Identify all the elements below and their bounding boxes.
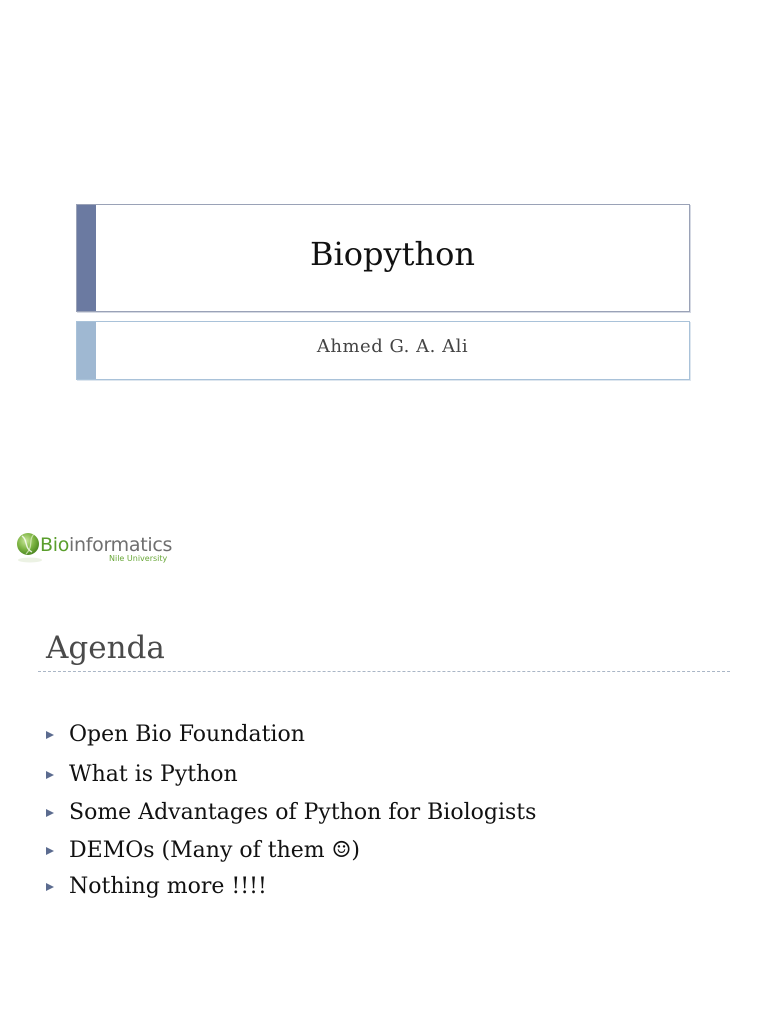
- logo-suffix: informatics: [69, 534, 173, 556]
- agenda-slide: [0, 512, 768, 1024]
- list-item-text: Open Bio Foundation: [69, 722, 305, 747]
- bullet-arrow-icon: [46, 809, 54, 817]
- bullet-arrow-icon: [46, 847, 54, 855]
- bullet-arrow-icon: [46, 771, 54, 779]
- agenda-heading: Agenda: [46, 630, 165, 666]
- bullet-arrow-icon: [46, 731, 54, 739]
- list-item-text: DEMOs (Many of them ☺): [69, 838, 360, 863]
- slide-subtitle: Ahmed G. A. Ali: [316, 336, 469, 357]
- slide-title: Biopython: [310, 235, 475, 273]
- list-item: [46, 722, 305, 748]
- title-accent-bar: [77, 205, 96, 311]
- heading-divider: [38, 671, 730, 672]
- list-item: [46, 838, 360, 864]
- title-box: [76, 204, 690, 312]
- logo-wordmark: [40, 536, 172, 555]
- list-item: [46, 874, 267, 900]
- list-item-text: Nothing more !!!!: [69, 874, 267, 899]
- logo-prefix: Bio: [40, 534, 70, 556]
- logo-subtitle: Nile University: [109, 554, 168, 563]
- bullet-arrow-icon: [46, 883, 54, 891]
- list-item: [46, 800, 536, 826]
- list-item-text: Some Advantages of Python for Biologists: [69, 800, 537, 825]
- subtitle-accent-bar: [77, 322, 96, 379]
- bioinformatics-logo: [14, 520, 174, 570]
- list-item: [46, 762, 238, 788]
- list-item-text: What is Python: [69, 762, 238, 787]
- subtitle-box: [76, 321, 690, 380]
